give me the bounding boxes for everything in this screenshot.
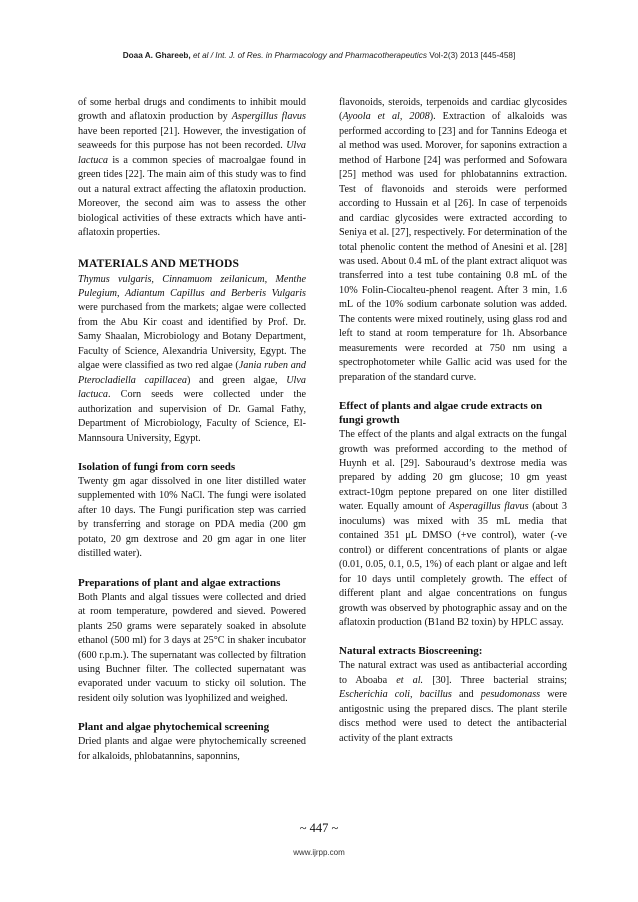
header-author: Doaa A. Ghareeb,	[122, 51, 191, 60]
isolation-paragraph: Twenty gm agar dissolved in one liter distilled water supplemented with 10% NaCl. The fungi were isolated after 10 days. The Fungi purification step was carried by transferring and storage on PDA media (200 gm potato, 20 gm dextrose and 20 gm agar in one liter distilled water).	[78, 475, 306, 560]
effect-paragraph: The effect of the plants and algal extracts on the fungal growth was preformed according to the method of Huynh et al. [29]. Sabouraud’s dextrose media was prepared by adding 20 gm glucose; 10 gm yeast extract-10gm peptone prepared on one liter distilled water. Equally amount of Asperagillus flavus (about 3 inoculums) was mixed with 35 mL media that contained 351 μL DMSO (+ve control), water (-ve control) or different concentrations of plants or algae (0.01, 0.05, 0.1, 0.5, 1%) of each plant or algae and left for 10 days until completely growth. The effect of different plant and algae concentrations on fungus growth was observed by photographic assay and on the aflatoxin production (B1and B2 toxin) by HPLC assay.	[339, 429, 568, 628]
left-column	[78, 96, 306, 764]
right-column	[339, 96, 567, 746]
section-heading-materials-methods: MATERIALS AND METHODS	[78, 256, 239, 270]
subheading-effect-extracts: Effect of plants and algae crude extracts on fungi growth	[339, 400, 543, 427]
header-journal: et al / Int. J. of Res. in Pharmacology and Pharmacotherapeutics	[193, 51, 427, 60]
extraction-paragraph: flavonoids, steroids, terpenoids and cardiac glycosides (Ayoola et al, 2008). Extraction of alkaloids was performed according to [23] and for Tannins Edeoga et al method was used. Morover, for saponins extraction a method of Harbone [24] was performed and Sofowara [25] method was used for phlobatannins extraction. Test of flavonoids and steroids were performed according to Hussain et al [26]. In case of terpenoids and cardiac glycosides were extracted according to Seniya et al. [27], respectively. For determination of the total phenolic content the method of Anesini et al. [28] was used. About 0.4 mL of the plant extract aliquot was transferred into a test tube containing 0.8 mL of the 10% Folin-Ciocalteu-phenol reagent. After 3 min, 1.6 mL of the 10% sodium carbonate solution was added. The contents were mixed routinely, using glass rod and left to stand at room temperature for 1h. Absorbance measurements were recorded at 750 nm using a spectrophotometer while Gallic acid was used for the preparation of the standard curve.	[339, 97, 567, 383]
preparations-paragraph: Both Plants and algal tissues were collected and dried at room temperature, powdered and sieved. Powered plants 250 grams were separately soaked in absolute ethanol (500 ml) for 3 days at 25°C in shaker incubator (600 r.p.m.). The supernatant was collected by filtration using Buchner filter. The collected supernatant was evaporated under vacuum to sticky oil solution. The resident oily solution was lyophilized and weighed.	[78, 591, 306, 704]
subheading-bioscreening: Natural extracts Bioscreening:	[339, 645, 483, 658]
intro-paragraph: of some herbal drugs and condiments to inhibit mould growth and aflatoxin production by Aspergillus flavus have been reported [21]. However, the investigation of seaweeds for this purpose has not been recorded. Ulva lactuca is a common species of macroalgae found in green tides [22]. The main aim of this study was to find out a natural extract affecting the aflatoxin production. Moreover, the second aim was to assess the other biological activities of these extracts which have anti-aflatoxin properties.	[78, 97, 306, 239]
running-header	[0, 51, 638, 60]
header-volume: Vol-2(3) 2013 [445-458]	[429, 51, 516, 60]
subheading-phytochemical: Plant and algae phytochemical screening	[78, 721, 270, 734]
journal-url: www.ijrpp.com	[293, 848, 345, 857]
page-number: ~ 447 ~	[299, 821, 339, 835]
bioscreening-paragraph: The natural extract was used as antibacterial according to Aboaba et al. [30]. Three bacterial strains; Escherichia coli, bacillus and pesudomonass were antigostnic using the prepared discs. The plant sterile discs method were used to detect the antibacterial activity of the plant extracts	[339, 660, 568, 744]
materials-paragraph: Thymus vulgaris, Cinnamuom zeilanicum, Menthe Pulegium, Adiantum Capillus and Berberis Vulgaris were purchased from the markets; algae were collected from the Abu Kir coast and identified by Prof. Dr. Samy Shaalan, Microbiology and Botany Department, Faculty of Science, Alexandria University, Egypt. The algae were classified as two red algae (Jania ruben and Pterocladiella capillacea) and green algae, Ulva lactuca. Corn seeds were collected under the authorization and supervision of Dr. Gamal Fathy, Department of Microbiology, Faculty of Science, El-Mannsoura University, Egypt.	[78, 273, 306, 444]
subheading-preparations: Preparations of plant and algae extractions	[78, 576, 281, 589]
phytochemical-paragraph: Dried plants and algae were phytochemically screened for alkaloids, phlobatannins, saponnins,	[78, 736, 306, 762]
subheading-isolation: Isolation of fungi from corn seeds	[78, 460, 236, 473]
